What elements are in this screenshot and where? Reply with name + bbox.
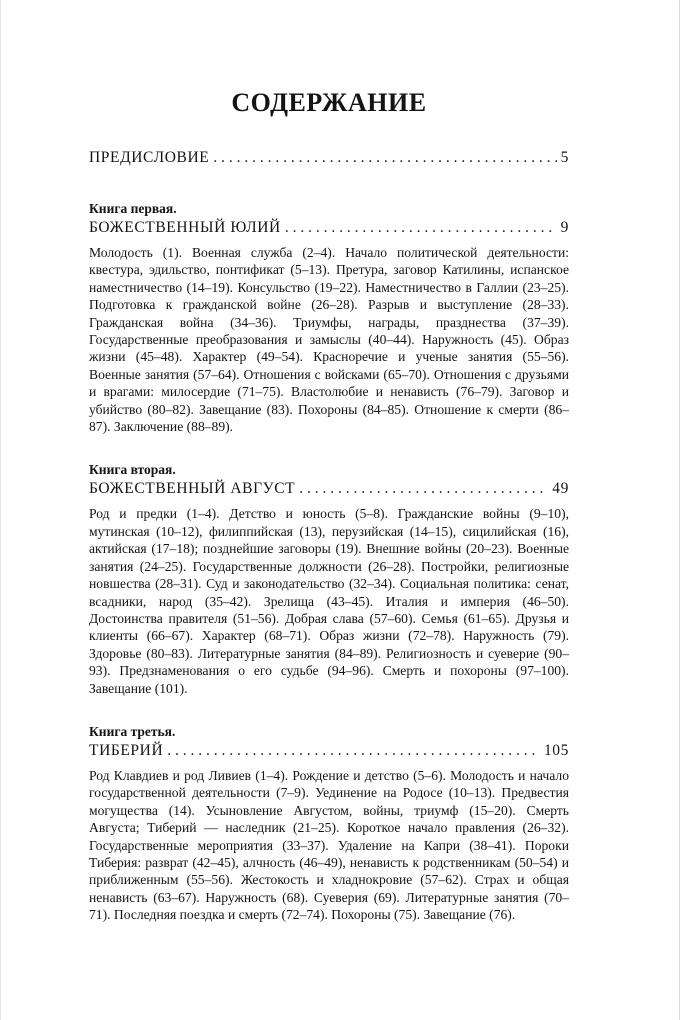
toc-entry-augustus[interactable] xyxy=(89,479,569,499)
dot-leader xyxy=(213,148,556,168)
toc-entry-title: ПРЕДИСЛОВИЕ xyxy=(89,149,210,166)
book-label: Книга третья. xyxy=(89,723,176,739)
page-title: СОДЕРЖАНИЕ xyxy=(231,88,427,117)
dot-leader xyxy=(299,479,548,499)
toc-page-number: 9 xyxy=(560,219,569,236)
toc-entry-title: БОЖЕСТВЕННЫЙ ЮЛИЙ xyxy=(89,219,281,236)
book-summary: Молодость (1). Военная служба (2–4). Начало политической деятельности: квестура, эдильство, понтификат (5–13). Претура, заговор Катилины, испанское наместничество (14–19). Консульство (19–22). Наместничество в Галлии (23–25). Подготовка к гражданской войне (26–28). Разрыв и выступление (28–33). Гражданская война (34–36). Триумфы, награды, празднества (37–39). Государственные преобразования и замыслы (40–44). Наружность (45). Образ жизни (45–48). Характер (49–54). Красноречие и ученые занятия (55–56). Военные занятия (57–64). Отношения с войсками (65–70). Отношения с друзьями и врагами: милосердие (71–75). Властолюбие и ненависть (76–79). Заговор и убийство (80–82). Завещание (83). Похороны (84–85). Отношение к смерти (86–87). Заключение (88–89). xyxy=(89,245,569,435)
book-summary: Род и предки (1–4). Детство и юность (5–8). Гражданские войны (9–10), мутинская (10–12), филиппийская (13), перузийская (14–15), сицилийская (16), актийская (17–18); позднейшие заговоры (19). Внешние войны (20–23). Военные занятия (24–25). Государственные должности (26–28). Постройки, религиозные новшества (28–31). Суд и законодательство (32–34). Социальная политика: сенат, всадники, народ (35–42). Зрелища (43–45). Италия и империя (46–50). Достоинства правителя (51–56). Добрая слава (57–60). Семья (61–65). Друзья и клиенты (66–67). Характер (68–71). Образ жизни (72–78). Наружность (79). Здоровье (80–83). Литературные занятия (84–89). Религиозность и суеверие (90–93). Предзнаменования о его судьбе (94–96). Смерть и похороны (97–100). Завещание (101). xyxy=(89,506,569,696)
toc-entry-tiberius[interactable] xyxy=(89,741,569,761)
toc-entry-preface[interactable] xyxy=(89,148,569,168)
book-section-3 xyxy=(89,723,569,924)
toc-entry-title: БОЖЕСТВЕННЫЙ АВГУСТ xyxy=(89,480,296,498)
toc-entry-julius[interactable] xyxy=(89,218,569,238)
toc-page-number: 105 xyxy=(543,741,569,759)
toc-entry-title: ТИБЕРИЙ xyxy=(89,741,164,759)
book-label: Книга вторая. xyxy=(89,462,176,478)
table-of-contents xyxy=(89,86,569,950)
book-summary: Род Клавдиев и род Ливиев (1–4). Рождение и детство (5–6). Молодость и начало государственной деятельности (7–9). Уединение на Родосе (10–13). Предвестия могущества (14). Усыновление Августом, войны, триумф (15–20). Смерть Августа; Тиберий — наследник (21–25). Короткое начало правления (26–32). Государственные мероприятия (33–37). Удаление на Капри (38–41). Пороки Тиберия: разврат (42–45), алчность (46–49), ненависть к родственникам (50–54) и приближенным (55–56). Жестокость и хладнокровие (57–62). Страх и общая ненависть (63–67). Наружность (68). Суеверия (69). Литературные занятия (70–71). Последняя поездка и смерть (72–74). Похороны (75). Завещание (76). xyxy=(89,767,569,923)
book-section-2 xyxy=(89,461,569,696)
book-section-1 xyxy=(89,200,569,435)
dot-leader xyxy=(285,218,557,238)
toc-page-number: 49 xyxy=(552,480,569,498)
book-label: Книга первая. xyxy=(89,201,177,216)
dot-leader xyxy=(167,741,540,761)
toc-page-number: 5 xyxy=(560,149,569,166)
